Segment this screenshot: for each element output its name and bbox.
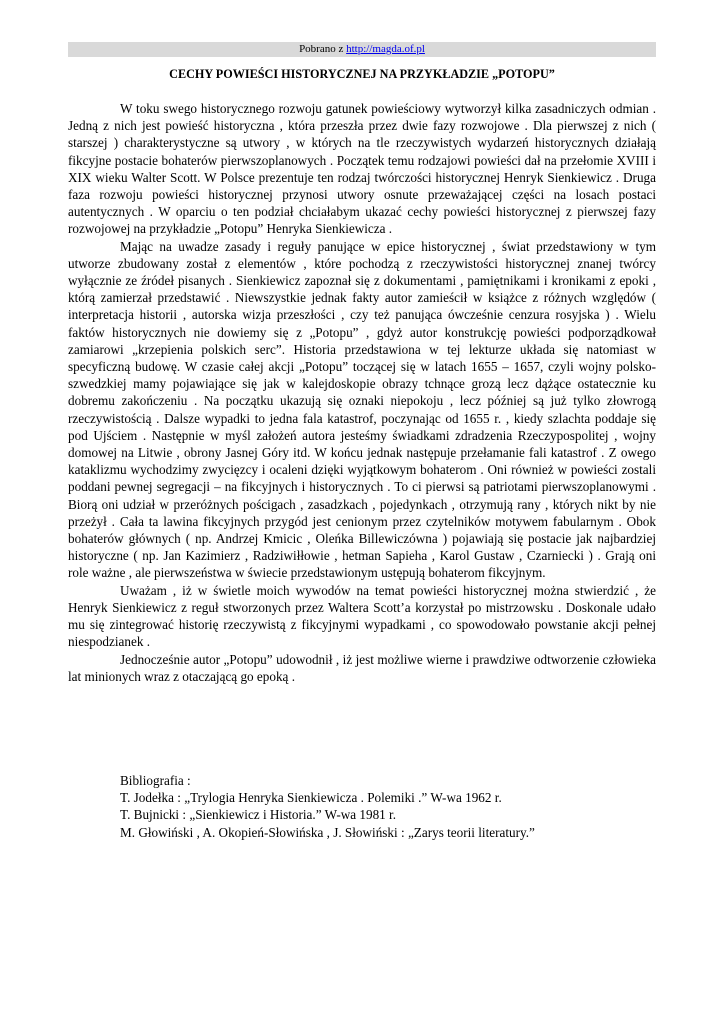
document-title: CECHY POWIEŚCI HISTORYCZNEJ NA PRZYKŁADZIE „POTOPU” xyxy=(169,67,555,81)
paragraph-4: Jednocześnie autor „Potopu” udowodnił , iż jest możliwe wierne i prawdziwe odtworzenie człowieka lat minionych wraz z otaczającą go epoką . xyxy=(68,651,656,684)
paragraph-3: Uważam , iż w świetle moich wywodów na temat powieści historycznej można stwierdzić , że Henryk Sienkiewicz z reguł stworzonych przez Waltera Scott’a korzystał po mistrzowsku . Doskonale udało mu się zintegrować historię rzeczywistą z fikcyjnymi wypadkami , co spowodowało powstanie akcji pełnej niespodzianek . xyxy=(68,582,656,650)
paragraph-2: Mając na uwadze zasady i reguły panujące w epice historycznej , świat przedstawiony w tym utworze zbudowany został z elementów , które pochodzą z rzeczywistości historycznej znanej twórcy wyłącznie ze źródeł pisanych . Sienkiewicz zapoznał się z dokumentami , pamiętnikami i kronikami z epoki , którą zamierzał przedstawić . Niewszystkie jednak fakty autor zamieścił w książce z różnych względów ( interpretacja historii , autorska wizja przeszłości , czy też panująca ówcześnie cenzura rosyjska ) . Wielu faktów historycznych nie dowiemy się z „Potopu” , gdyż autor konstrukcję powieści podporządkował zamiarowi „krzepienia polskich serc”. Historia przedstawiona w tej lekturze układa się natomiast w specyficzną budowę. W czasie całej akcji „Potopu” toczącej się w latach 1655 – 1657, czyli wojny polsko-szwedzkiej mamy pojawiające się jak w kalejdoskopie obrazy tchnące grozą lecz dążące ostatecznie ku dobremu zakończeniu . Na początku ukazują się oznaki niepokoju , lecz później są już tylko złowrogą rzeczywistością . Dalsze wypadki to jedna fala katastrof, poczynając od 1655 r. , kiedy szlachta poddaje się pod Ujściem . Następnie w myśl założeń autora jesteśmy świadkami zdradzenia Rzeczypospolitej , wojny domowej na Litwie , obrony Jasnej Góry itd. W końcu jednak następuje przełamanie fali katastrof . Z owego kataklizmu wychodzimy zwycięzcy i ocaleni dzięki wyjątkowym bohaterom . Oni również w powieści zostali poddani pewnej segregacji – na fikcyjnych i historycznych . To ci pierwsi są patriotami pierwszoplanowymi . Biorą oni udział w przeróżnych pościgach , zasadzkach , pojedynkach , otrzymują rany , których nikt by nie przeżył . Cała ta lawina fikcyjnych przygód jest cenionym przez czytelników motywem fabularnym . Obok bohaterów głównych ( np. Andrzej Kmicic , Oleńka Billewiczówna ) pojawiają się postacie jak najbardziej historyczne ( np. Jan Kazimierz , Radziwiłłowie , hetman Sapieha , Karol Gustaw , Czarniecki ) . Grają oni role ważne , ale pierwszeństwa w świecie przedstawionym ustępują bohaterom fikcyjnym. xyxy=(68,238,656,581)
bibliography-heading: Bibliografia : xyxy=(120,773,191,788)
source-prefix: Pobrano z xyxy=(299,43,347,55)
source-link[interactable]: http://magda.of.pl xyxy=(346,43,425,55)
source-header xyxy=(68,42,656,57)
bibliography-entry-3: M. Głowiński , A. Okopień-Słowińska , J. Słowiński : „Zarys teorii literatury.” xyxy=(120,824,535,840)
bibliography-entry-2: T. Bujnicki : „Sienkiewicz i Historia.” W-wa 1981 r. xyxy=(120,807,397,823)
paragraph-1: W toku swego historycznego rozwoju gatunek powieściowy wytworzył kilka zasadniczych odmian . Jedną z nich jest powieść historyczna , która przeszła przez dwie fazy rozwojowe . Dla pierwszej z nich ( starszej ) charakterystyczne są utwory , w których na tle rzeczywistych wydarzeń historycznych działają fikcyjne postacie bohaterów pierwszoplanowych . Początek temu rodzajowi powieści dał na przełomie XVIII i XIX wieku Walter Scott. W Polsce prezentuje ten rodzaj twórczości historycznej Henryk Sienkiewicz . Druga faza rozwoju powieści historycznej przynosi utwory osnute przeważającej części na losach postaci autentycznych . W oparciu o ten podział chciałabym ukazać cechy powieści historycznej z pierwszej fazy rozwojowej na przykładzie „Potopu” Henryka Sienkiewicza . xyxy=(68,101,656,237)
bibliography xyxy=(120,772,660,841)
bibliography-entry-1: T. Jodełka : „Trylogia Henryka Sienkiewicza . Polemiki .” W-wa 1962 r. xyxy=(120,790,502,806)
essay-body xyxy=(68,100,656,685)
